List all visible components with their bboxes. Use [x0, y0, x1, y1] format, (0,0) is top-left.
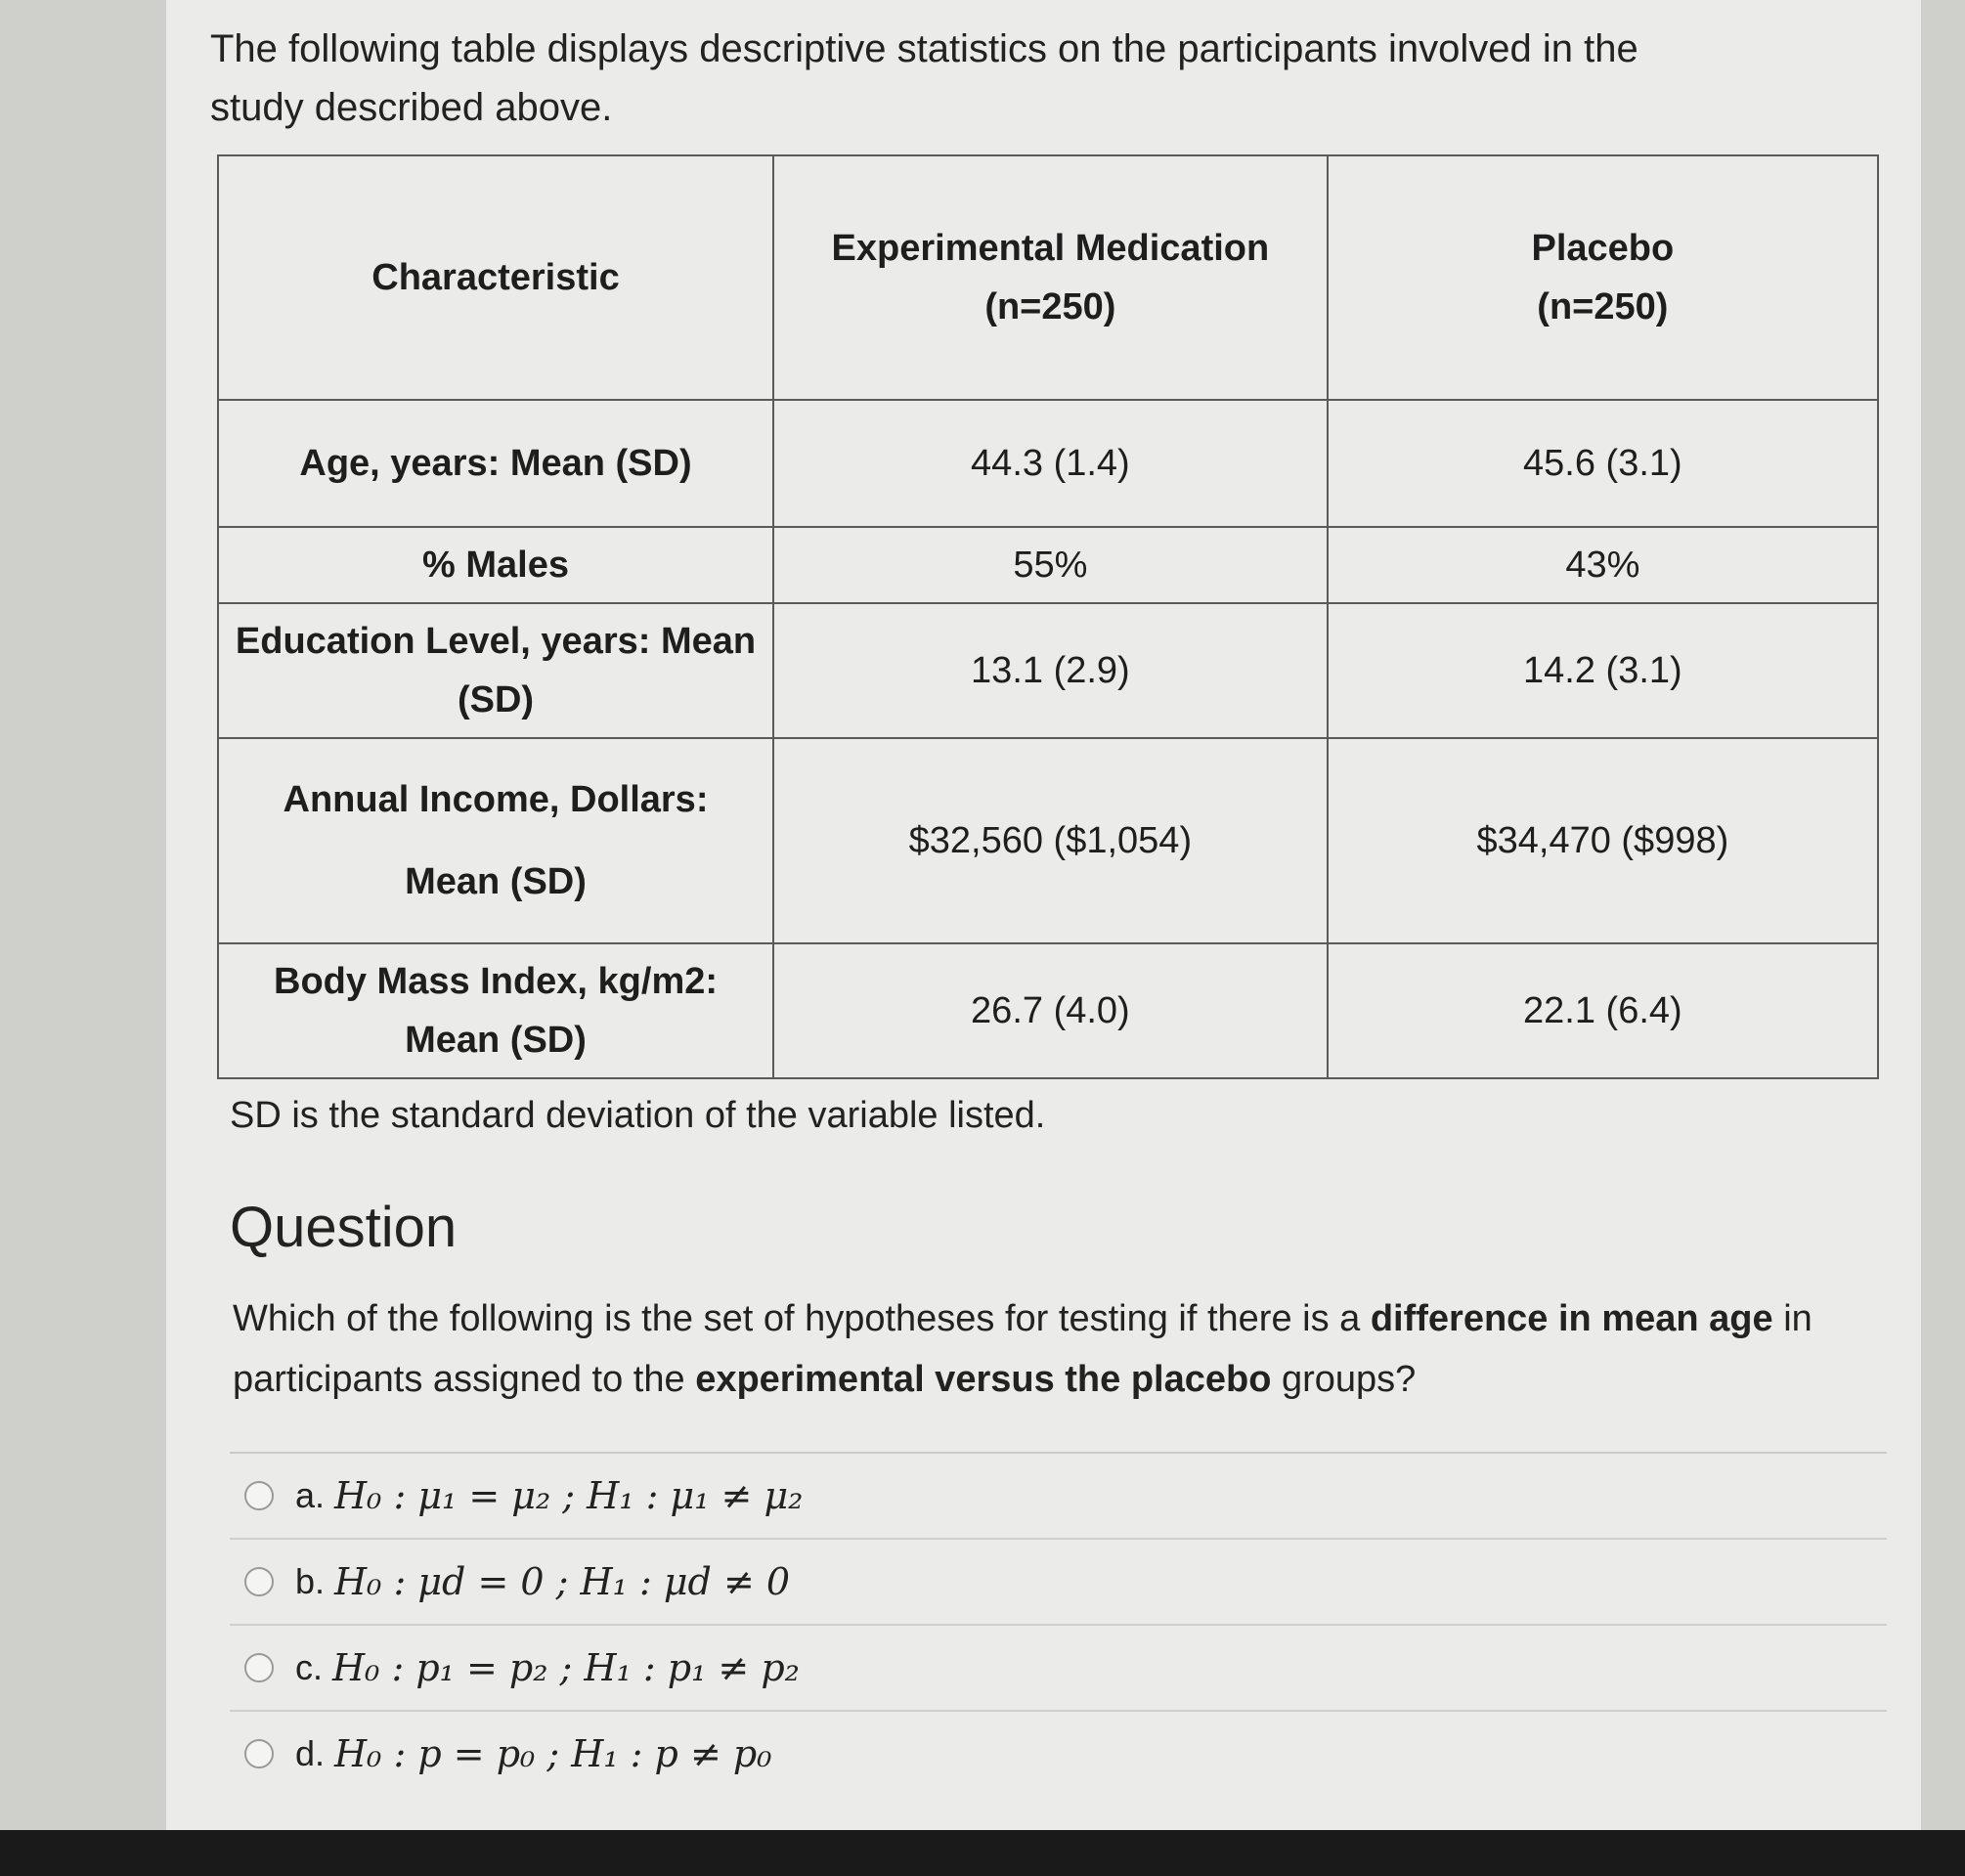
cell-income-placebo: $34,470 ($998): [1328, 738, 1878, 943]
cell-males-placebo: 43%: [1328, 527, 1878, 603]
option-d-letter: d.: [295, 1733, 326, 1773]
row-label-income-line2: Mean (SD): [405, 861, 587, 902]
question-text: [233, 1288, 1875, 1410]
right-edge: [1921, 0, 1965, 1876]
descriptive-statistics-table: [217, 154, 1879, 1079]
header-placebo-label: Placebo: [1531, 228, 1675, 269]
option-c-formula: H₀ : p₁ = p₂ ; H₁ : p₁ ≠ p₂: [332, 1646, 800, 1689]
row-label-age: Age, years: Mean (SD): [218, 400, 773, 527]
radio-option-a[interactable]: [244, 1481, 274, 1510]
bottom-bezel: [0, 1830, 1965, 1876]
answer-options: [230, 1452, 1887, 1796]
question-text-part1: Which of the following is the set of hypotheses for testing if there is a: [233, 1298, 1371, 1339]
cell-education-placebo: 14.2 (3.1): [1328, 603, 1878, 738]
option-b-formula: H₀ : μd = 0 ; H₁ : μd ≠ 0: [334, 1560, 791, 1603]
row-label-income: [218, 738, 773, 943]
header-placebo: [1328, 155, 1878, 400]
table-row-education: [218, 603, 1878, 738]
row-label-income-line1: Annual Income, Dollars:: [283, 779, 709, 820]
cell-age-experimental: 44.3 (1.4): [773, 400, 1328, 527]
option-b[interactable]: [230, 1540, 1887, 1626]
table-row-age: [218, 400, 1878, 527]
row-label-males: % Males: [218, 527, 773, 603]
option-c-letter: c.: [295, 1647, 324, 1687]
cell-education-experimental: 13.1 (2.9): [773, 603, 1328, 738]
cell-bmi-placebo: 22.1 (6.4): [1328, 943, 1878, 1078]
header-placebo-n: (n=250): [1537, 286, 1669, 327]
option-a-formula: H₀ : μ₁ = μ₂ ; H₁ : μ₁ ≠ μ₂: [334, 1474, 804, 1517]
header-characteristic-label: Characteristic: [371, 257, 620, 298]
option-a[interactable]: [230, 1454, 1887, 1540]
option-d[interactable]: [230, 1712, 1887, 1796]
header-characteristic: [218, 155, 773, 400]
header-experimental-label: Experimental Medication: [831, 228, 1270, 269]
cell-age-placebo: 45.6 (3.1): [1328, 400, 1878, 527]
cell-bmi-experimental: 26.7 (4.0): [773, 943, 1328, 1078]
radio-option-d[interactable]: [244, 1739, 274, 1768]
radio-option-b[interactable]: [244, 1567, 274, 1596]
intro-text: The following table displays descriptive statistics on the participants involved in the study described above.: [210, 27, 1638, 129]
question-text-part2: in participants assigned to the: [233, 1298, 1812, 1400]
question-heading: Question: [230, 1196, 458, 1259]
sd-note: SD is the standard deviation of the variable listed.: [230, 1095, 1046, 1136]
row-label-education: Education Level, years: Mean (SD): [218, 603, 773, 738]
option-d-formula: H₀ : p = p₀ ; H₁ : p ≠ p₀: [334, 1732, 772, 1775]
table-row-males: [218, 527, 1878, 603]
header-experimental-n: (n=250): [984, 286, 1116, 327]
table-row-bmi: [218, 943, 1878, 1078]
row-label-bmi: Body Mass Index, kg/m2: Mean (SD): [218, 943, 773, 1078]
table-header-row: [218, 155, 1878, 400]
option-c[interactable]: [230, 1626, 1887, 1712]
option-a-letter: a.: [295, 1475, 326, 1515]
table-row-income: [218, 738, 1878, 943]
question-text-bold1: difference in mean age: [1370, 1298, 1773, 1339]
left-gutter: [0, 0, 166, 1876]
cell-income-experimental: $32,560 ($1,054): [773, 738, 1328, 943]
radio-option-c[interactable]: [244, 1653, 274, 1682]
question-text-bold2: experimental versus the placebo: [695, 1359, 1272, 1400]
header-experimental: [773, 155, 1328, 400]
question-text-part3: groups?: [1271, 1359, 1417, 1400]
cell-males-experimental: 55%: [773, 527, 1328, 603]
option-b-letter: b.: [295, 1561, 326, 1601]
